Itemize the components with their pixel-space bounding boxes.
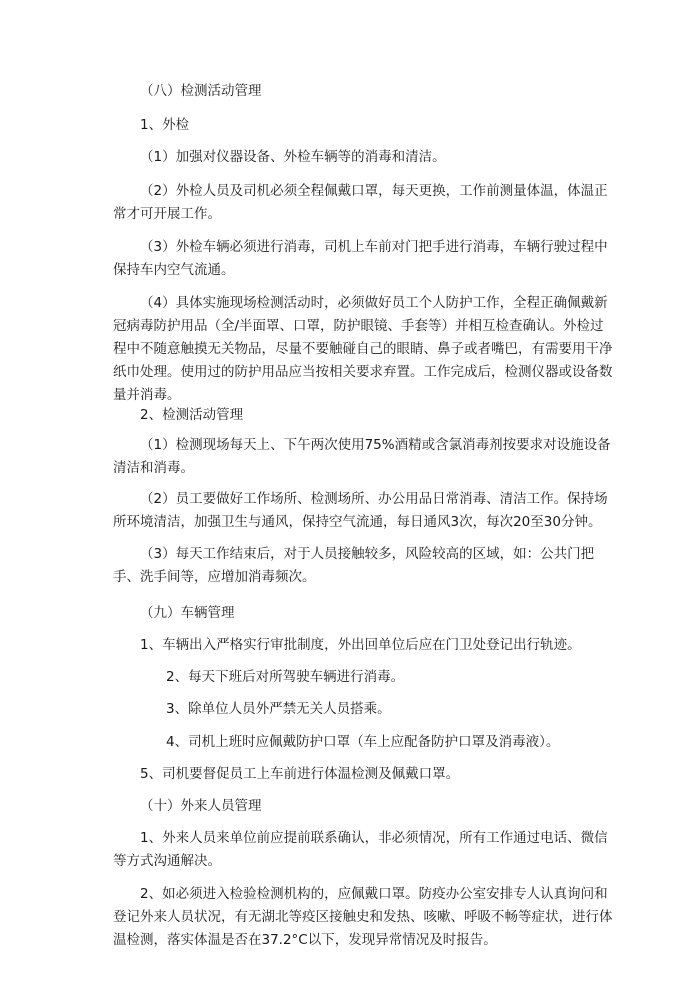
paragraph-1-3: （3）外检车辆必须进行消毒，司机上车前对门把手进行消毒，车辆行驶过程中保持车内空气流通。 [113, 239, 608, 278]
paragraph-1-1: （1）加强对仪器设备、外检车辆等的消毒和清洁。 [140, 149, 446, 165]
subsection-external-inspection: 1、外检 [140, 117, 190, 133]
paragraph-1-2: （2）外检人员及司机必须全程佩戴口罩，每天更换，工作前测量体温，体温正常才可开展工作。 [113, 183, 608, 222]
paragraph-2-2: （2）员工要做好工作场所、检测场所、办公用品日常消毒、清洁工作。保持场所环境清洁，加强卫生与通风，保持空气流通，每日通风3次，每次20至30分钟。 [113, 491, 608, 530]
vehicle-item-5: 5、司机要督促员工上车前进行体温检测及佩戴口罩。 [140, 766, 460, 782]
paragraph-2-3: （3）每天工作结束后，对于人员接触较多，风险较高的区域，如：公共门把手、洗手间等，应增加消毒频次。 [113, 546, 595, 585]
section-heading-8: （八）检测活动管理 [140, 83, 262, 99]
subsection-testing-management: 2、检测活动管理 [140, 407, 244, 423]
vehicle-item-1: 1、车辆出入严格实行审批制度，外出回单位后应在门卫处登记出行轨迹。 [140, 637, 581, 653]
section-heading-9: （九）车辆管理 [140, 605, 235, 621]
section-heading-10: （十）外来人员管理 [140, 798, 262, 814]
external-item-1: 1、外来人员来单位前应提前联系确认，非必须情况，所有工作通过电话、微信等方式沟通解决。 [113, 830, 608, 869]
paragraph-1-4: （4）具体实施现场检测活动时，必须做好员工个人防护工作，全程正确佩戴新冠病毒防护用品（全/半面罩、口罩，防护眼镜、手套等）并相互检查确认。外检过程中不随意触摸无关物品，尽量不要触碰自己的眼睛、鼻子或者嘴巴，有需要用干净纸巾处理。使用过的防护用品应当按相关要求弃置。工作完成后，检测仪器或设备数量并消毒。 [113, 295, 613, 403]
vehicle-item-4: 4、司机上班时应佩戴防护口罩（车上应配备防护口罩及消毒液）。 [166, 734, 560, 750]
vehicle-item-3: 3、除单位人员外严禁无关人员搭乘。 [166, 701, 391, 717]
external-item-2: 2、如必须进入检验检测机构的，应佩戴口罩。防疫办公室安排专人认真询问和登记外来人员状况，有无湖北等疫区接触史和发热、咳嗽、呼吸不畅等症状，进行体温检测，落实体温是否在37.2°C以下，发现异常情况及时报告。 [113, 886, 613, 948]
vehicle-item-2: 2、每天下班后对所驾驶车辆进行消毒。 [166, 669, 405, 685]
paragraph-2-1: （1）检测现场每天上、下午两次使用75%酒精或含氯消毒剂按要求对设施设备清洁和消毒。 [113, 437, 611, 476]
